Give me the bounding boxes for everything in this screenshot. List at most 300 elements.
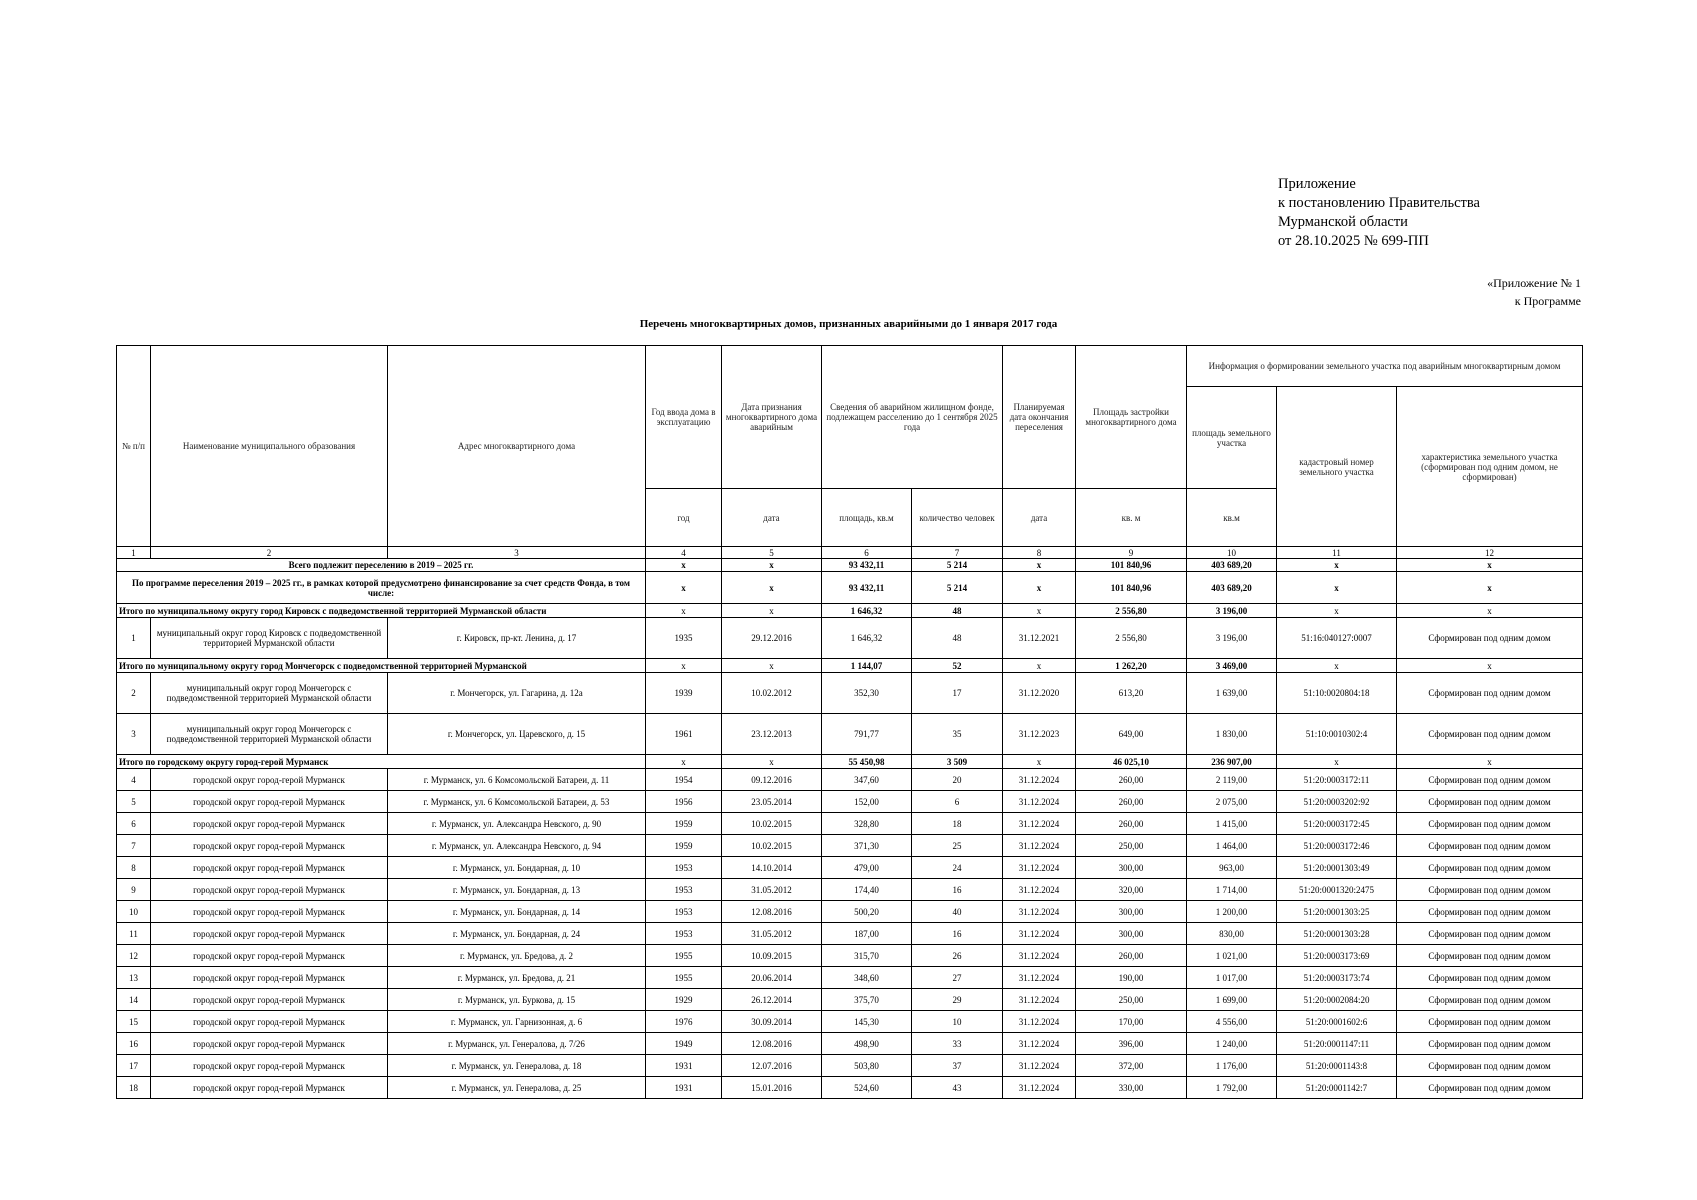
row-square: 315,70 bbox=[822, 945, 912, 967]
row-municipality: городской округ город-герой Мурманск bbox=[151, 945, 388, 967]
row-year: 1929 bbox=[646, 989, 722, 1011]
row-build-area: 320,00 bbox=[1076, 879, 1187, 901]
header-address: Адрес многоквартирного дома bbox=[388, 346, 646, 547]
row-number: 12 bbox=[117, 945, 151, 967]
row-cadastral: 51:16:040127:0007 bbox=[1277, 618, 1397, 659]
row-plan-date: 31.12.2024 bbox=[1003, 1033, 1076, 1055]
table-row bbox=[117, 813, 1583, 835]
row-cadastral: 51:20:0001142:7 bbox=[1277, 1077, 1397, 1099]
row-municipality: муниципальный округ город Кировск с подведомственной территорией Мурманской области bbox=[151, 618, 388, 659]
row-square: 524,60 bbox=[822, 1077, 912, 1099]
row-municipality: городской округ город-герой Мурманск bbox=[151, 813, 388, 835]
row-municipality: муниципальный округ город Мончегорск с подведомственной территорией Мурманской области bbox=[151, 714, 388, 755]
total-cell: x bbox=[646, 559, 722, 572]
row-cadastral: 51:10:0010302:4 bbox=[1277, 714, 1397, 755]
row-land-area: 1 415,00 bbox=[1187, 813, 1277, 835]
table-row bbox=[117, 791, 1583, 813]
row-recognition-date: 15.01.2016 bbox=[722, 1077, 822, 1099]
row-square: 328,80 bbox=[822, 813, 912, 835]
row-number: 14 bbox=[117, 989, 151, 1011]
row-municipality: городской округ город-герой Мурманск bbox=[151, 857, 388, 879]
row-recognition-date: 20.06.2014 bbox=[722, 967, 822, 989]
row-cadastral: 51:20:0001303:25 bbox=[1277, 901, 1397, 923]
unit-sqm: кв.м bbox=[1187, 489, 1277, 547]
total-label: Всего подлежит переселению в 2019 – 2025 гг. bbox=[117, 559, 646, 572]
row-address: г. Мончегорск, ул. Царевского, д. 15 bbox=[388, 714, 646, 755]
row-year: 1953 bbox=[646, 879, 722, 901]
table-row bbox=[117, 1077, 1583, 1099]
subtotal-cell: 46 025,10 bbox=[1076, 755, 1187, 769]
table-row bbox=[117, 1055, 1583, 1077]
row-municipality: городской округ город-герой Мурманск bbox=[151, 923, 388, 945]
row-land-area: 1 200,00 bbox=[1187, 901, 1277, 923]
subtotal-cell: x bbox=[646, 659, 722, 673]
row-municipality: городской округ город-герой Мурманск bbox=[151, 835, 388, 857]
table-row bbox=[117, 857, 1583, 879]
row-plan-date: 31.12.2024 bbox=[1003, 879, 1076, 901]
header-land-char: характеристика земельного участка (сформирован под одним домом, не сформирован) bbox=[1397, 387, 1583, 547]
header-date: Дата признания многоквартирного дома аварийным bbox=[722, 346, 822, 489]
row-recognition-date: 10.02.2012 bbox=[722, 673, 822, 714]
total-cell: x bbox=[646, 572, 722, 604]
subtotal-cell: x bbox=[722, 755, 822, 769]
row-land-area: 2 119,00 bbox=[1187, 769, 1277, 791]
row-year: 1953 bbox=[646, 857, 722, 879]
row-square: 352,30 bbox=[822, 673, 912, 714]
row-municipality: городской округ город-герой Мурманск bbox=[151, 989, 388, 1011]
row-plan-date: 31.12.2024 bbox=[1003, 989, 1076, 1011]
total-cell: 93 432,11 bbox=[822, 559, 912, 572]
row-square: 498,90 bbox=[822, 1033, 912, 1055]
row-recognition-date: 10.09.2015 bbox=[722, 945, 822, 967]
row-year: 1931 bbox=[646, 1077, 722, 1099]
total-cell: 403 689,20 bbox=[1187, 572, 1277, 604]
row-land-area: 1 714,00 bbox=[1187, 879, 1277, 901]
row-address: г. Мурманск, ул. Бондарная, д. 10 bbox=[388, 857, 646, 879]
row-number: 17 bbox=[117, 1055, 151, 1077]
row-municipality: муниципальный округ город Мончегорск с подведомственной территорией Мурманской области bbox=[151, 673, 388, 714]
subtotal-row bbox=[117, 755, 1583, 769]
row-square: 187,00 bbox=[822, 923, 912, 945]
row-recognition-date: 12.07.2016 bbox=[722, 1055, 822, 1077]
row-address: г. Мурманск, ул. Бондарная, д. 24 bbox=[388, 923, 646, 945]
row-people: 25 bbox=[912, 835, 1003, 857]
row-people: 18 bbox=[912, 813, 1003, 835]
row-people: 10 bbox=[912, 1011, 1003, 1033]
row-land-char: Сформирован под одним домом bbox=[1397, 989, 1583, 1011]
row-cadastral: 51:20:0001303:28 bbox=[1277, 923, 1397, 945]
row-people: 33 bbox=[912, 1033, 1003, 1055]
row-recognition-date: 12.08.2016 bbox=[722, 901, 822, 923]
row-cadastral: 51:20:0003172:45 bbox=[1277, 813, 1397, 835]
row-plan-date: 31.12.2024 bbox=[1003, 967, 1076, 989]
unit-people: количество человек bbox=[912, 489, 1003, 547]
appendix-line: Приложение bbox=[1278, 176, 1356, 192]
row-land-area: 2 075,00 bbox=[1187, 791, 1277, 813]
subtotal-cell: x bbox=[1397, 659, 1583, 673]
row-land-area: 1 240,00 bbox=[1187, 1033, 1277, 1055]
total-cell: 101 840,96 bbox=[1076, 572, 1187, 604]
row-land-area: 1 639,00 bbox=[1187, 673, 1277, 714]
subtotal-cell: x bbox=[1003, 604, 1076, 618]
table-row bbox=[117, 1033, 1583, 1055]
row-number: 6 bbox=[117, 813, 151, 835]
total-cell: 5 214 bbox=[912, 559, 1003, 572]
unit-square: площадь, кв.м bbox=[822, 489, 912, 547]
subtotal-cell: x bbox=[722, 604, 822, 618]
total-cell: x bbox=[1003, 572, 1076, 604]
row-address: г. Мурманск, ул. Александра Невского, д. 90 bbox=[388, 813, 646, 835]
subtotal-cell: x bbox=[722, 659, 822, 673]
column-number: 3 bbox=[388, 547, 646, 559]
column-number-row bbox=[117, 547, 1583, 559]
column-number: 8 bbox=[1003, 547, 1076, 559]
total-cell: x bbox=[1397, 559, 1583, 572]
subtotal-row bbox=[117, 604, 1583, 618]
row-municipality: городской округ город-герой Мурманск bbox=[151, 769, 388, 791]
row-plan-date: 31.12.2024 bbox=[1003, 857, 1076, 879]
row-plan-date: 31.12.2024 bbox=[1003, 1055, 1076, 1077]
row-address: г. Мурманск, ул. Генералова, д. 18 bbox=[388, 1055, 646, 1077]
row-plan-date: 31.12.2021 bbox=[1003, 618, 1076, 659]
row-square: 371,30 bbox=[822, 835, 912, 857]
row-build-area: 190,00 bbox=[1076, 967, 1187, 989]
row-land-char: Сформирован под одним домом bbox=[1397, 813, 1583, 835]
row-year: 1931 bbox=[646, 1055, 722, 1077]
row-municipality: городской округ город-герой Мурманск bbox=[151, 1077, 388, 1099]
subtotal-row bbox=[117, 659, 1583, 673]
row-cadastral: 51:20:0003172:46 bbox=[1277, 835, 1397, 857]
row-land-area: 1 464,00 bbox=[1187, 835, 1277, 857]
row-land-area: 1 176,00 bbox=[1187, 1055, 1277, 1077]
row-number: 2 bbox=[117, 673, 151, 714]
row-build-area: 300,00 bbox=[1076, 923, 1187, 945]
column-number: 2 bbox=[151, 547, 388, 559]
row-recognition-date: 09.12.2016 bbox=[722, 769, 822, 791]
row-cadastral: 51:20:0001147:11 bbox=[1277, 1033, 1397, 1055]
appendix-line: Мурманской области bbox=[1278, 214, 1408, 230]
row-people: 16 bbox=[912, 923, 1003, 945]
row-year: 1959 bbox=[646, 835, 722, 857]
appendix-line: к постановлению Правительства bbox=[1278, 195, 1480, 211]
row-recognition-date: 12.08.2016 bbox=[722, 1033, 822, 1055]
header-municipality: Наименование муниципального образования bbox=[151, 346, 388, 547]
total-row bbox=[117, 572, 1583, 604]
table-row bbox=[117, 945, 1583, 967]
row-recognition-date: 10.02.2015 bbox=[722, 813, 822, 835]
subtotal-cell: x bbox=[1277, 755, 1397, 769]
row-recognition-date: 14.10.2014 bbox=[722, 857, 822, 879]
unit-date: дата bbox=[722, 489, 822, 547]
row-land-area: 3 196,00 bbox=[1187, 618, 1277, 659]
row-land-area: 1 699,00 bbox=[1187, 989, 1277, 1011]
subtotal-cell: x bbox=[646, 755, 722, 769]
subtotal-cell: x bbox=[1277, 659, 1397, 673]
row-land-char: Сформирован под одним домом bbox=[1397, 769, 1583, 791]
row-people: 27 bbox=[912, 967, 1003, 989]
table-row bbox=[117, 879, 1583, 901]
row-people: 20 bbox=[912, 769, 1003, 791]
row-address: г. Мурманск, ул. Генералова, д. 25 bbox=[388, 1077, 646, 1099]
row-plan-date: 31.12.2024 bbox=[1003, 923, 1076, 945]
row-municipality: городской округ город-герой Мурманск bbox=[151, 901, 388, 923]
row-municipality: городской округ город-герой Мурманск bbox=[151, 1055, 388, 1077]
header-land-area: площадь земельного участка bbox=[1187, 387, 1277, 489]
total-row bbox=[117, 559, 1583, 572]
row-land-area: 830,00 bbox=[1187, 923, 1277, 945]
row-build-area: 300,00 bbox=[1076, 901, 1187, 923]
row-build-area: 260,00 bbox=[1076, 813, 1187, 835]
row-year: 1953 bbox=[646, 923, 722, 945]
unit-date: дата bbox=[1003, 489, 1076, 547]
subtotal-cell: x bbox=[1003, 659, 1076, 673]
row-land-area: 1 830,00 bbox=[1187, 714, 1277, 755]
row-plan-date: 31.12.2024 bbox=[1003, 769, 1076, 791]
row-land-char: Сформирован под одним домом bbox=[1397, 1077, 1583, 1099]
total-cell: x bbox=[1277, 559, 1397, 572]
column-number: 12 bbox=[1397, 547, 1583, 559]
row-square: 348,60 bbox=[822, 967, 912, 989]
row-land-char: Сформирован под одним домом bbox=[1397, 1011, 1583, 1033]
row-plan-date: 31.12.2024 bbox=[1003, 813, 1076, 835]
row-plan-date: 31.12.2024 bbox=[1003, 901, 1076, 923]
row-square: 145,30 bbox=[822, 1011, 912, 1033]
header-cadastral: кадастровый номер земельного участка bbox=[1277, 387, 1397, 547]
row-cadastral: 51:10:0020804:18 bbox=[1277, 673, 1397, 714]
row-build-area: 260,00 bbox=[1076, 945, 1187, 967]
row-land-char: Сформирован под одним домом bbox=[1397, 901, 1583, 923]
row-land-char: Сформирован под одним домом bbox=[1397, 835, 1583, 857]
row-land-char: Сформирован под одним домом bbox=[1397, 923, 1583, 945]
row-municipality: городской округ город-герой Мурманск bbox=[151, 1011, 388, 1033]
row-plan-date: 31.12.2024 bbox=[1003, 945, 1076, 967]
row-plan-date: 31.12.2024 bbox=[1003, 1011, 1076, 1033]
table-row bbox=[117, 769, 1583, 791]
table-row bbox=[117, 1011, 1583, 1033]
row-address: г. Мурманск, ул. Бредова, д. 21 bbox=[388, 967, 646, 989]
unit-year: год bbox=[646, 489, 722, 547]
row-recognition-date: 29.12.2016 bbox=[722, 618, 822, 659]
row-build-area: 2 556,80 bbox=[1076, 618, 1187, 659]
row-year: 1954 bbox=[646, 769, 722, 791]
subtotal-cell: 1 262,20 bbox=[1076, 659, 1187, 673]
row-address: г. Мурманск, ул. 6 Комсомольской Батареи, д. 11 bbox=[388, 769, 646, 791]
table-row bbox=[117, 673, 1583, 714]
row-year: 1949 bbox=[646, 1033, 722, 1055]
row-number: 18 bbox=[117, 1077, 151, 1099]
row-municipality: городской округ город-герой Мурманск bbox=[151, 1033, 388, 1055]
row-address: г. Мурманск, ул. Бондарная, д. 14 bbox=[388, 901, 646, 923]
row-land-char: Сформирован под одним домом bbox=[1397, 673, 1583, 714]
row-square: 791,77 bbox=[822, 714, 912, 755]
row-people: 40 bbox=[912, 901, 1003, 923]
subtotal-cell: x bbox=[1397, 755, 1583, 769]
total-cell: x bbox=[722, 572, 822, 604]
row-year: 1976 bbox=[646, 1011, 722, 1033]
document-title: Перечень многоквартирных домов, признанных аварийными до 1 января 2017 года bbox=[639, 318, 1058, 330]
row-people: 16 bbox=[912, 879, 1003, 901]
header-plan-date: Планируемая дата окончания переселения bbox=[1003, 346, 1076, 489]
total-cell: 93 432,11 bbox=[822, 572, 912, 604]
row-land-area: 963,00 bbox=[1187, 857, 1277, 879]
total-cell: x bbox=[1277, 572, 1397, 604]
row-build-area: 649,00 bbox=[1076, 714, 1187, 755]
row-address: г. Кировск, пр-кт. Ленина, д. 17 bbox=[388, 618, 646, 659]
subtotal-cell: 236 907,00 bbox=[1187, 755, 1277, 769]
row-people: 29 bbox=[912, 989, 1003, 1011]
row-land-area: 1 792,00 bbox=[1187, 1077, 1277, 1099]
program-reference bbox=[1487, 274, 1581, 310]
row-people: 35 bbox=[912, 714, 1003, 755]
subtotal-cell: x bbox=[646, 604, 722, 618]
subtotal-cell: x bbox=[1003, 755, 1076, 769]
total-cell: x bbox=[722, 559, 822, 572]
subtotal-cell: 48 bbox=[912, 604, 1003, 618]
row-plan-date: 31.12.2024 bbox=[1003, 791, 1076, 813]
subtotal-cell: 52 bbox=[912, 659, 1003, 673]
column-number: 5 bbox=[722, 547, 822, 559]
row-square: 152,00 bbox=[822, 791, 912, 813]
row-square: 347,60 bbox=[822, 769, 912, 791]
column-number: 9 bbox=[1076, 547, 1187, 559]
row-address: г. Мурманск, ул. Бредова, д. 2 bbox=[388, 945, 646, 967]
row-cadastral: 51:20:0001320:2475 bbox=[1277, 879, 1397, 901]
row-number: 1 bbox=[117, 618, 151, 659]
header-build-area: Площадь застройки многоквартирного дома bbox=[1076, 346, 1187, 489]
table-row bbox=[117, 714, 1583, 755]
header-land-info: Информация о формировании земельного участка под аварийным многоквартирным домом bbox=[1187, 346, 1583, 387]
row-year: 1939 bbox=[646, 673, 722, 714]
row-land-char: Сформирован под одним домом bbox=[1397, 1055, 1583, 1077]
row-address: г. Мурманск, ул. Гарнизонная, д. 6 bbox=[388, 1011, 646, 1033]
row-land-char: Сформирован под одним домом bbox=[1397, 791, 1583, 813]
row-land-area: 1 017,00 bbox=[1187, 967, 1277, 989]
row-year: 1956 bbox=[646, 791, 722, 813]
column-number: 11 bbox=[1277, 547, 1397, 559]
row-land-char: Сформирован под одним домом bbox=[1397, 879, 1583, 901]
row-plan-date: 31.12.2023 bbox=[1003, 714, 1076, 755]
row-cadastral: 51:20:0003202:92 bbox=[1277, 791, 1397, 813]
row-square: 500,20 bbox=[822, 901, 912, 923]
unit-sqm: кв. м bbox=[1076, 489, 1187, 547]
program-ref-line: к Программе bbox=[1514, 294, 1581, 308]
row-address: г. Мурманск, ул. Генералова, д. 7/26 bbox=[388, 1033, 646, 1055]
total-cell: 101 840,96 bbox=[1076, 559, 1187, 572]
row-number: 4 bbox=[117, 769, 151, 791]
row-plan-date: 31.12.2024 bbox=[1003, 835, 1076, 857]
row-build-area: 300,00 bbox=[1076, 857, 1187, 879]
row-land-area: 1 021,00 bbox=[1187, 945, 1277, 967]
row-recognition-date: 30.09.2014 bbox=[722, 1011, 822, 1033]
row-cadastral: 51:20:0001303:49 bbox=[1277, 857, 1397, 879]
row-year: 1959 bbox=[646, 813, 722, 835]
row-recognition-date: 31.05.2012 bbox=[722, 923, 822, 945]
table-row bbox=[117, 618, 1583, 659]
subtotal-cell: x bbox=[1277, 604, 1397, 618]
row-cadastral: 51:20:0001602:6 bbox=[1277, 1011, 1397, 1033]
row-land-char: Сформирован под одним домом bbox=[1397, 618, 1583, 659]
row-address: г. Мурманск, ул. 6 Комсомольской Батареи, д. 53 bbox=[388, 791, 646, 813]
row-municipality: городской округ город-герой Мурманск bbox=[151, 967, 388, 989]
header-row bbox=[117, 346, 1583, 387]
column-number: 7 bbox=[912, 547, 1003, 559]
row-square: 1 646,32 bbox=[822, 618, 912, 659]
row-build-area: 260,00 bbox=[1076, 791, 1187, 813]
row-year: 1955 bbox=[646, 945, 722, 967]
row-year: 1935 bbox=[646, 618, 722, 659]
column-number: 10 bbox=[1187, 547, 1277, 559]
subtotal-cell: 55 450,98 bbox=[822, 755, 912, 769]
row-people: 17 bbox=[912, 673, 1003, 714]
row-people: 26 bbox=[912, 945, 1003, 967]
table-row bbox=[117, 923, 1583, 945]
row-build-area: 613,20 bbox=[1076, 673, 1187, 714]
row-land-char: Сформирован под одним домом bbox=[1397, 967, 1583, 989]
total-label: По программе переселения 2019 – 2025 гг., в рамках которой предусмотрено финансирование за счет средств Фонда, в том числе: bbox=[117, 572, 646, 604]
table-row bbox=[117, 835, 1583, 857]
row-cadastral: 51:20:0003172:11 bbox=[1277, 769, 1397, 791]
row-square: 375,70 bbox=[822, 989, 912, 1011]
row-people: 37 bbox=[912, 1055, 1003, 1077]
header-num: № п/п bbox=[117, 346, 151, 547]
row-number: 10 bbox=[117, 901, 151, 923]
row-land-char: Сформирован под одним домом bbox=[1397, 945, 1583, 967]
row-build-area: 260,00 bbox=[1076, 769, 1187, 791]
subtotal-cell: 1 144,07 bbox=[822, 659, 912, 673]
subtotal-cell: x bbox=[1397, 604, 1583, 618]
subtotal-cell: 3 469,00 bbox=[1187, 659, 1277, 673]
row-build-area: 250,00 bbox=[1076, 835, 1187, 857]
subtotal-label: Итого по городскому округу город-герой Мурманск bbox=[117, 755, 646, 769]
row-number: 15 bbox=[117, 1011, 151, 1033]
total-cell: x bbox=[1003, 559, 1076, 572]
subtotal-cell: 3 509 bbox=[912, 755, 1003, 769]
row-recognition-date: 31.05.2012 bbox=[722, 879, 822, 901]
column-number: 1 bbox=[117, 547, 151, 559]
row-land-char: Сформирован под одним домом bbox=[1397, 714, 1583, 755]
header-fund: Сведения об аварийном жилищном фонде, подлежащем расселению до 1 сентября 2025 года bbox=[822, 346, 1003, 489]
row-recognition-date: 10.02.2015 bbox=[722, 835, 822, 857]
row-recognition-date: 23.12.2013 bbox=[722, 714, 822, 755]
row-land-area: 4 556,00 bbox=[1187, 1011, 1277, 1033]
subtotal-cell: 2 556,80 bbox=[1076, 604, 1187, 618]
row-number: 8 bbox=[117, 857, 151, 879]
row-address: г. Мурманск, ул. Буркова, д. 15 bbox=[388, 989, 646, 1011]
row-recognition-date: 26.12.2014 bbox=[722, 989, 822, 1011]
row-land-char: Сформирован под одним домом bbox=[1397, 1033, 1583, 1055]
column-number: 6 bbox=[822, 547, 912, 559]
row-cadastral: 51:20:0003173:74 bbox=[1277, 967, 1397, 989]
row-year: 1953 bbox=[646, 901, 722, 923]
row-number: 3 bbox=[117, 714, 151, 755]
row-number: 11 bbox=[117, 923, 151, 945]
row-build-area: 330,00 bbox=[1076, 1077, 1187, 1099]
row-plan-date: 31.12.2020 bbox=[1003, 673, 1076, 714]
table-row bbox=[117, 967, 1583, 989]
row-address: г. Мончегорск, ул. Гагарина, д. 12а bbox=[388, 673, 646, 714]
row-build-area: 250,00 bbox=[1076, 989, 1187, 1011]
row-cadastral: 51:20:0002084:20 bbox=[1277, 989, 1397, 1011]
row-people: 6 bbox=[912, 791, 1003, 813]
row-cadastral: 51:20:0001143:8 bbox=[1277, 1055, 1397, 1077]
row-year: 1955 bbox=[646, 967, 722, 989]
subtotal-cell: 3 196,00 bbox=[1187, 604, 1277, 618]
subtotal-cell: 1 646,32 bbox=[822, 604, 912, 618]
row-municipality: городской округ город-герой Мурманск bbox=[151, 879, 388, 901]
row-address: г. Мурманск, ул. Бондарная, д. 13 bbox=[388, 879, 646, 901]
row-square: 503,80 bbox=[822, 1055, 912, 1077]
row-square: 479,00 bbox=[822, 857, 912, 879]
